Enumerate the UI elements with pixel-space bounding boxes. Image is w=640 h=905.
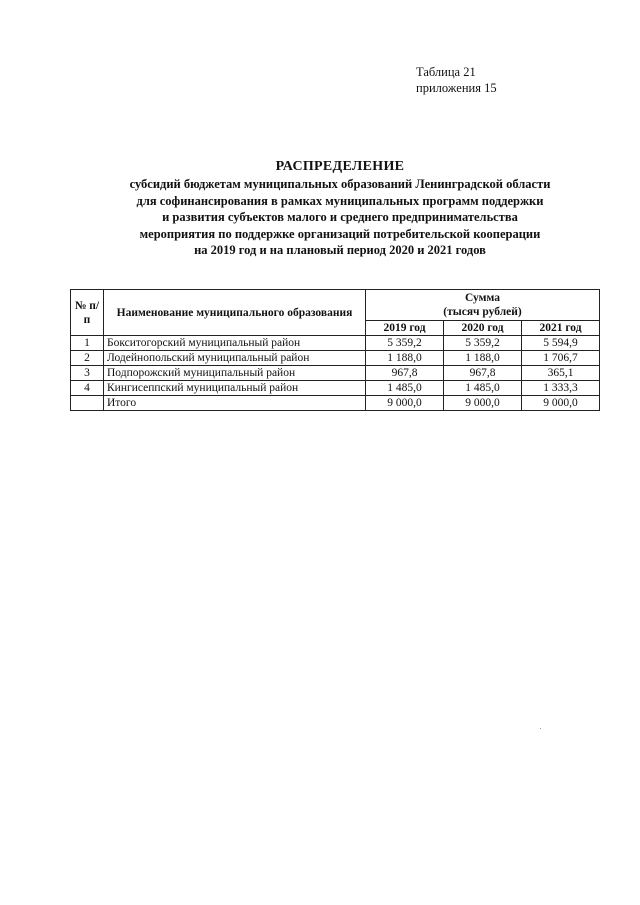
row-value-2021: 365,1	[522, 366, 600, 381]
title-heading: РАСПРЕДЕЛЕНИЕ	[275, 159, 405, 174]
table-row	[71, 381, 600, 396]
document-title	[60, 158, 620, 259]
row-value-2021: 1 333,3	[522, 381, 600, 396]
row-name: Лодейнопольский муниципальный район	[104, 351, 366, 366]
table-number: Таблица 21	[416, 65, 476, 79]
row-num: 3	[71, 366, 104, 381]
title-line: субсидий бюджетам муниципальных образований Ленинградской области	[129, 177, 551, 191]
appendix-number: приложения 15	[416, 81, 497, 95]
row-num: 4	[71, 381, 104, 396]
header-name: Наименование муниципального образования	[104, 290, 366, 336]
header-year: 2021 год	[522, 321, 600, 336]
table-header-row	[71, 290, 600, 321]
total-row	[71, 396, 600, 411]
row-value-2019: 967,8	[366, 366, 444, 381]
total-value-2019: 9 000,0	[366, 396, 444, 411]
header-sum-unit: (тысяч рублей)	[443, 306, 522, 318]
table-reference	[416, 64, 497, 96]
row-value-2019: 1 188,0	[366, 351, 444, 366]
table-row	[71, 336, 600, 351]
total-value-2021: 9 000,0	[522, 396, 600, 411]
row-value-2020: 5 359,2	[444, 336, 522, 351]
row-name: Подпорожский муниципальный район	[104, 366, 366, 381]
header-sum-label: Сумма	[465, 292, 500, 304]
title-line: для софинансирования в рамках муниципальных программ поддержки	[136, 193, 544, 208]
row-value-2020: 1 485,0	[444, 381, 522, 396]
header-num: № п/п	[71, 290, 104, 336]
row-value-2021: 1 706,7	[522, 351, 600, 366]
title-line: на 2019 год и на плановый период 2020 и 2021 годов	[194, 243, 486, 257]
total-value-2020: 9 000,0	[444, 396, 522, 411]
row-value-2020: 1 188,0	[444, 351, 522, 366]
table-row	[71, 366, 600, 381]
row-num: 2	[71, 351, 104, 366]
header-year: 2020 год	[444, 321, 522, 336]
total-num-cell	[71, 396, 104, 411]
header-year: 2019 год	[366, 321, 444, 336]
row-name: Бокситогорский муниципальный район	[104, 336, 366, 351]
scan-speck	[540, 728, 541, 729]
title-line: мероприятия по поддержке организаций потребительской кооперации	[139, 226, 541, 241]
distribution-table	[70, 289, 600, 411]
row-value-2019: 1 485,0	[366, 381, 444, 396]
header-sum	[366, 290, 600, 321]
table-row	[71, 351, 600, 366]
total-label: Итого	[104, 396, 366, 411]
row-value-2020: 967,8	[444, 366, 522, 381]
title-line: и развития субъектов малого и среднего предпринимательства	[162, 210, 518, 224]
row-value-2021: 5 594,9	[522, 336, 600, 351]
row-num: 1	[71, 336, 104, 351]
row-name: Кингисеппский муниципальный район	[104, 381, 366, 396]
row-value-2019: 5 359,2	[366, 336, 444, 351]
